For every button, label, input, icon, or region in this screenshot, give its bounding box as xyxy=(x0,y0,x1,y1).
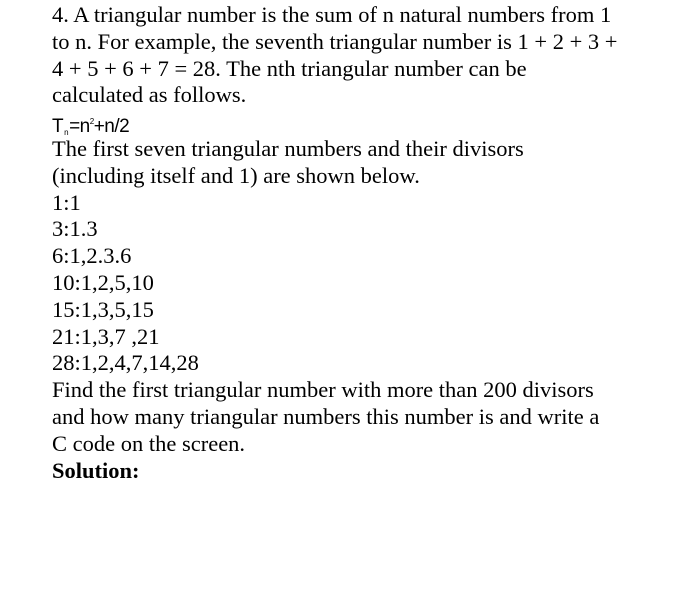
intro-line-2: to n. For example, the seventh triangular number is 1 + 2 + 3 + xyxy=(52,28,618,54)
formula-superscript: 2 xyxy=(89,117,94,127)
triangular-formula xyxy=(52,109,682,136)
divisors-intro-line-1: The first seven triangular numbers and their divisors xyxy=(52,135,524,161)
task-line-2: and how many triangular numbers this number is and write a xyxy=(52,403,600,429)
formula-subscript: n xyxy=(64,128,69,138)
divisor-list-item: 1:1 xyxy=(52,189,81,215)
formula-eq-end: +n/2 xyxy=(93,116,130,138)
intro-line-1: 4. A triangular number is the sum of n natural numbers from 1 xyxy=(52,2,612,27)
solution-label: Solution: xyxy=(52,457,140,483)
problem-text xyxy=(52,2,682,484)
intro-line-4: calculated as follows. xyxy=(52,82,247,108)
formula-eq-start: =n xyxy=(69,116,90,138)
divisor-list-item: 3:1.3 xyxy=(52,216,98,242)
divisor-list-item: 15:1,3,5,15 xyxy=(52,296,154,322)
task-line-1: Find the first triangular number with more than 200 divisors xyxy=(52,377,594,403)
intro-line-3: 4 + 5 + 6 + 7 = 28. The nth triangular number can be xyxy=(52,55,527,81)
divisors-intro-line-2: (including itself and 1) are shown below. xyxy=(52,162,420,188)
divisor-list-item: 28:1,2,4,7,14,28 xyxy=(52,350,199,376)
divisor-list-item: 10:1,2,5,10 xyxy=(52,269,154,295)
divisor-list-item: 6:1,2.3.6 xyxy=(52,243,132,269)
divisor-list-item: 21:1,3,7 ,21 xyxy=(52,323,160,349)
formula-symbol: T xyxy=(52,116,64,138)
task-line-3: C code on the screen. xyxy=(52,430,246,456)
